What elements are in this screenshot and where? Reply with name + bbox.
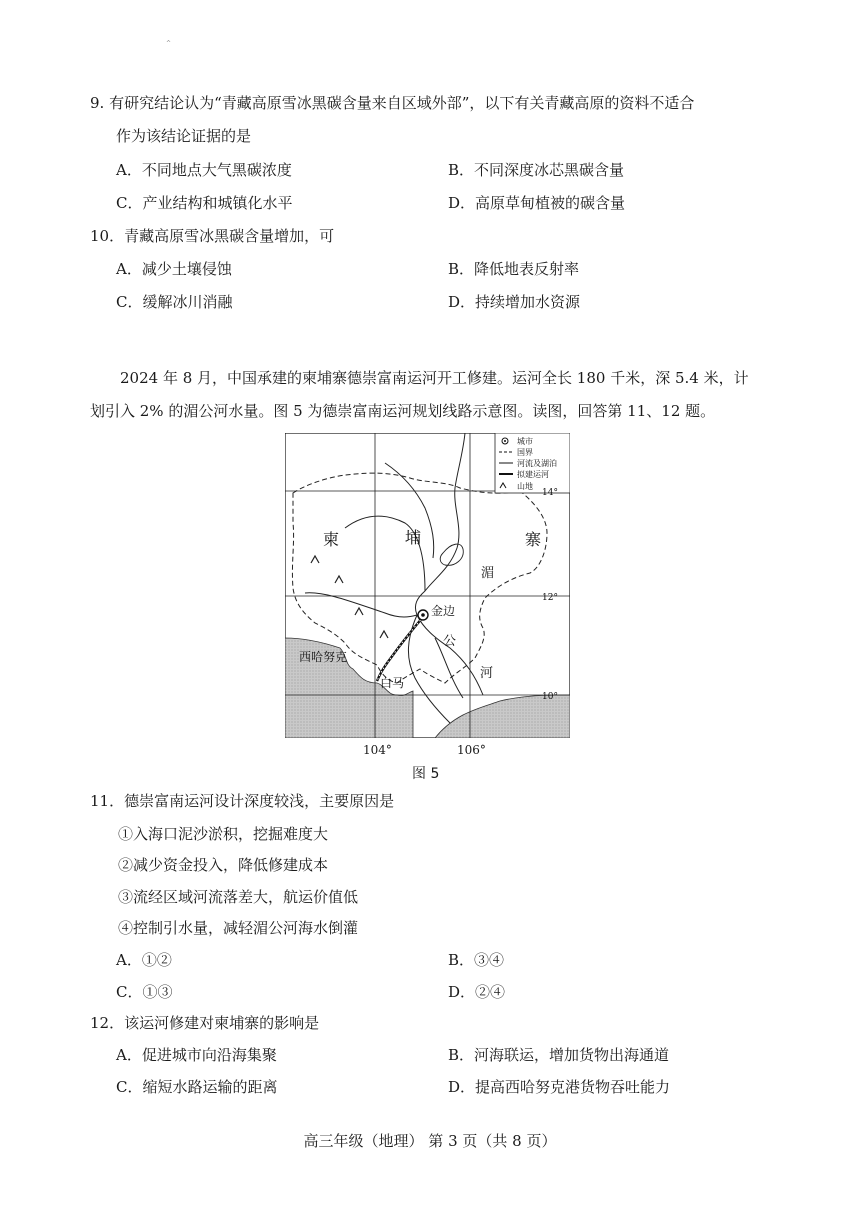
q10-option-b: B．降低地表反射率	[448, 260, 580, 278]
legend-border: 国界	[517, 448, 533, 457]
q12-option-d: D．提高西哈努克港货物吞吐能力	[448, 1078, 671, 1096]
q11-option-a: A．①②	[116, 951, 172, 969]
q12-option-a: A．促进城市向沿海集聚	[116, 1046, 277, 1064]
river-char-2: 公	[443, 634, 457, 649]
lat-label-10: 10°	[542, 692, 558, 702]
passage-line-1: 2024 年 8 月，中国承建的柬埔寨德崇富南运河开工修建。运河全长 180 千米，深 5.4 米，计	[120, 369, 749, 387]
q12-option-c: C．缩短水路运输的距离	[116, 1078, 278, 1096]
label-capital: 金边	[431, 604, 456, 618]
q9-option-d: D．高原草甸植被的碳含量	[448, 194, 626, 212]
q11-statement-2: ②减少资金投入，降低修建成本	[118, 856, 329, 874]
label-town: 白马	[380, 676, 405, 690]
q11-statement-3: ③流经区域河流落差大，航运价值低	[118, 888, 359, 906]
q11-option-c: C．①③	[116, 983, 173, 1001]
country-char-3: 寨	[525, 530, 542, 549]
q11-statement-1: ①入海口泥沙淤积，挖掘难度大	[118, 825, 329, 843]
label-port: 西哈努克	[299, 650, 348, 664]
q9-option-b: B．不同深度冰芯黑碳含量	[448, 161, 625, 179]
q9-stem-continued: 作为该结论证据的是	[116, 127, 252, 145]
lon-label-104: 104°	[363, 743, 392, 757]
legend-river: 河流及湖泊	[517, 459, 557, 468]
q12-stem: 12．该运河修建对柬埔寨的影响是	[90, 1014, 320, 1032]
figure-caption: 图 5	[412, 766, 440, 782]
river-char-1: 湄	[481, 566, 495, 581]
page-footer: 高三年级（地理） 第 3 页（共 8 页）	[303, 1132, 557, 1150]
q11-stem: 11．德崇富南运河设计深度较浅，主要原因是	[90, 792, 395, 810]
q10-option-a: A．减少土壤侵蚀	[116, 260, 232, 278]
q9-option-c: C．产业结构和城镇化水平	[116, 194, 293, 212]
country-char-2: 埔	[405, 528, 422, 547]
q11-option-d: D．②④	[448, 983, 506, 1001]
scan-mark: ^	[166, 40, 172, 47]
q11-option-b: B．③④	[448, 951, 505, 969]
lon-label-106: 106°	[457, 743, 486, 757]
q10-option-c: C．缓解冰川消融	[116, 293, 233, 311]
country-char-1: 柬	[323, 530, 340, 549]
capital-city-symbol	[418, 610, 428, 620]
q10-stem: 10．青藏高原雪冰黑碳含量增加，可	[90, 227, 335, 245]
legend-mountain: 山地	[517, 482, 533, 491]
q11-statement-4: ④控制引水量，减轻湄公河海水倒灌	[118, 919, 359, 937]
lat-label-12: 12°	[542, 593, 558, 603]
q9-stem: 9. 有研究结论认为“青藏高原雪冰黑碳含量来自区域外部”，以下有关青藏高原的资料不适合	[90, 94, 695, 112]
q10-option-d: D．持续增加水资源	[448, 293, 581, 311]
river-char-3: 河	[480, 666, 494, 681]
passage-line-2: 划引入 2% 的湄公河水量。图 5 为德崇富南运河规划线路示意图。读图，回答第 11、12 题。	[90, 402, 716, 420]
legend-canal: 拟建运河	[517, 470, 549, 479]
q12-option-b: B．河海联运，增加货物出海通道	[448, 1046, 670, 1064]
legend-city: 城市	[517, 437, 533, 446]
q9-option-a: A．不同地点大气黑碳浓度	[116, 161, 292, 179]
lat-label-14: 14°	[542, 488, 558, 498]
canal-route-map	[285, 433, 570, 738]
